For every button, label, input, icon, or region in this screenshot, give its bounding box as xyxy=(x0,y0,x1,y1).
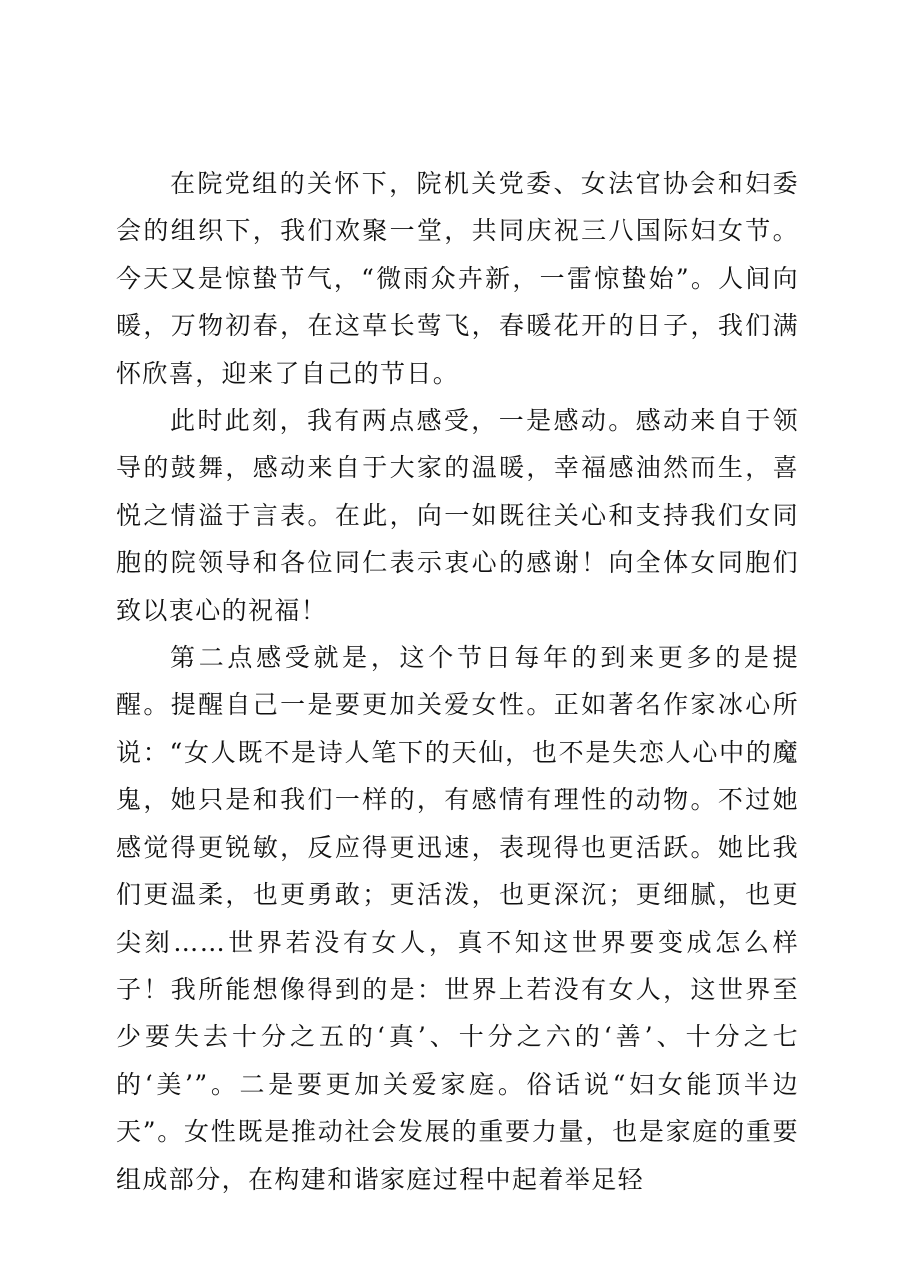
paragraph-1: 在院党组的关怀下，院机关党委、女法官协会和妇委会的组织下，我们欢聚一堂，共同庆祝三八国际妇女节。今天又是惊蛰节气，“微雨众卉新，一雷惊蛰始”。人间向暖，万物初春，在这草长莺飞，春暖花开的日子，我们满怀欣喜，迎来了自己的节日。 xyxy=(116,169,799,388)
document-body xyxy=(116,160,799,1203)
paragraph-3: 第二点感受就是，这个节日每年的到来更多的是提醒。提醒自己一是要更加关爱女性。正如著名作家冰心所说：“女人既不是诗人笔下的天仙，也不是失恋人心中的魔鬼，她只是和我们一样的，有感情有理性的动物。不过她感觉得更锐敏，反应得更迅速，表现得也更活跃。她比我们更温柔，也更勇敢；更活泼，也更深沉；更细腻，也更尖刻……世界若没有女人，真不知这世界要变成怎么样子！我所能想像得到的是：世界上若没有女人，这世界至少要失去十分之五的‘真’、十分之六的‘善’、十分之七的‘美’”。二是要更加关爱家庭。俗话说“妇女能顶半边天”。女性既是推动社会发展的重要力量，也是家庭的重要组成部分，在构建和谐家庭过程中起着举足轻 xyxy=(116,643,799,1194)
paragraph-2: 此时此刻，我有两点感受，一是感动。感动来自于领导的鼓舞，感动来自于大家的温暖，幸福感油然而生，喜悦之情溢于言表。在此，向一如既往关心和支持我们女同胞的院领导和各位同仁表示衷心的感谢！向全体女同胞们致以衷心的祝福！ xyxy=(116,406,799,625)
